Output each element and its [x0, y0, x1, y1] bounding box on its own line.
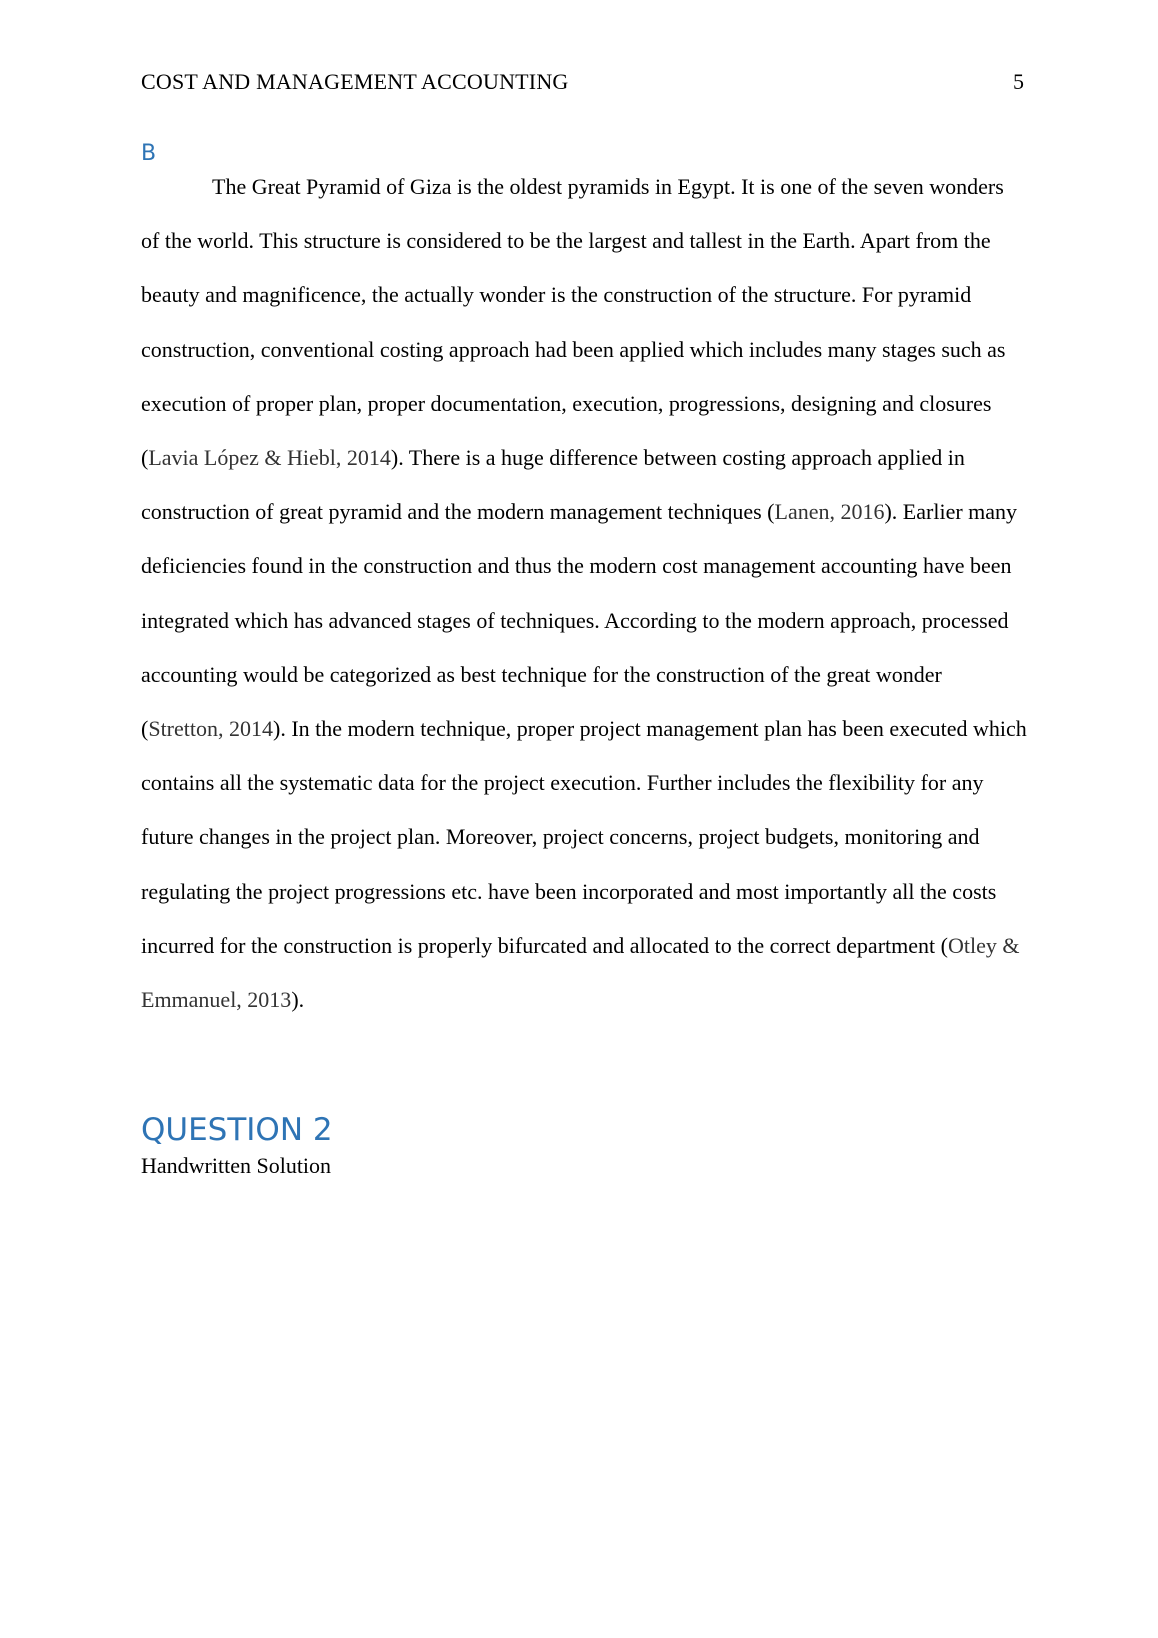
- text-segment: ). Earlier many deficiencies found in the construction and thus the modern cost management accounting have been integrated which has advanced stages of techniques. According to the modern approach, processed accounting would be categorized as best technique for the construction of the great wonder (: [141, 499, 1018, 742]
- body-paragraph: [141, 160, 1027, 1027]
- solution-note: Handwritten Solution: [141, 1153, 332, 1178]
- citation: Lavia López & Hiebl, 2014: [148, 445, 391, 471]
- citation: Otley & Emmanuel, 2013: [141, 932, 1020, 1013]
- text-segment: ). There is a huge difference between costing approach applied in construction of great pyramid and the modern management techniques (: [141, 445, 965, 525]
- text-segment: ).: [291, 987, 305, 1013]
- page-number: 5: [1013, 69, 1024, 94]
- text-segment: The Great Pyramid of Giza is the oldest pyramids in Egypt. It is one of the seven wonders of the world. This structure is considered to be the largest and tallest in the Earth. Apart from the beauty and magnificence, the actually wonder is the construction of the structure. For pyramid construction, conventional costing approach had been applied which includes many stages such as execution of proper plan, proper documentation, execution, progressions, designing and closures (: [141, 174, 1006, 471]
- section-label: B: [141, 141, 157, 166]
- citation: Lanen, 2016: [774, 499, 885, 525]
- running-head: COST AND MANAGEMENT ACCOUNTING: [141, 69, 569, 94]
- question-heading: QUESTION 2: [141, 1112, 333, 1148]
- text-segment: ). In the modern technique, proper project management plan has been executed which contains all the systematic data for the project execution. Further includes the flexibility for any future changes in the project plan. Moreover, project concerns, project budgets, monitoring and regulating the project progressions etc. have been incorporated and most importantly all the costs incurred for the construction is properly bifurcated and allocated to the correct department (: [141, 716, 1027, 958]
- citation: Stretton, 2014: [148, 716, 273, 742]
